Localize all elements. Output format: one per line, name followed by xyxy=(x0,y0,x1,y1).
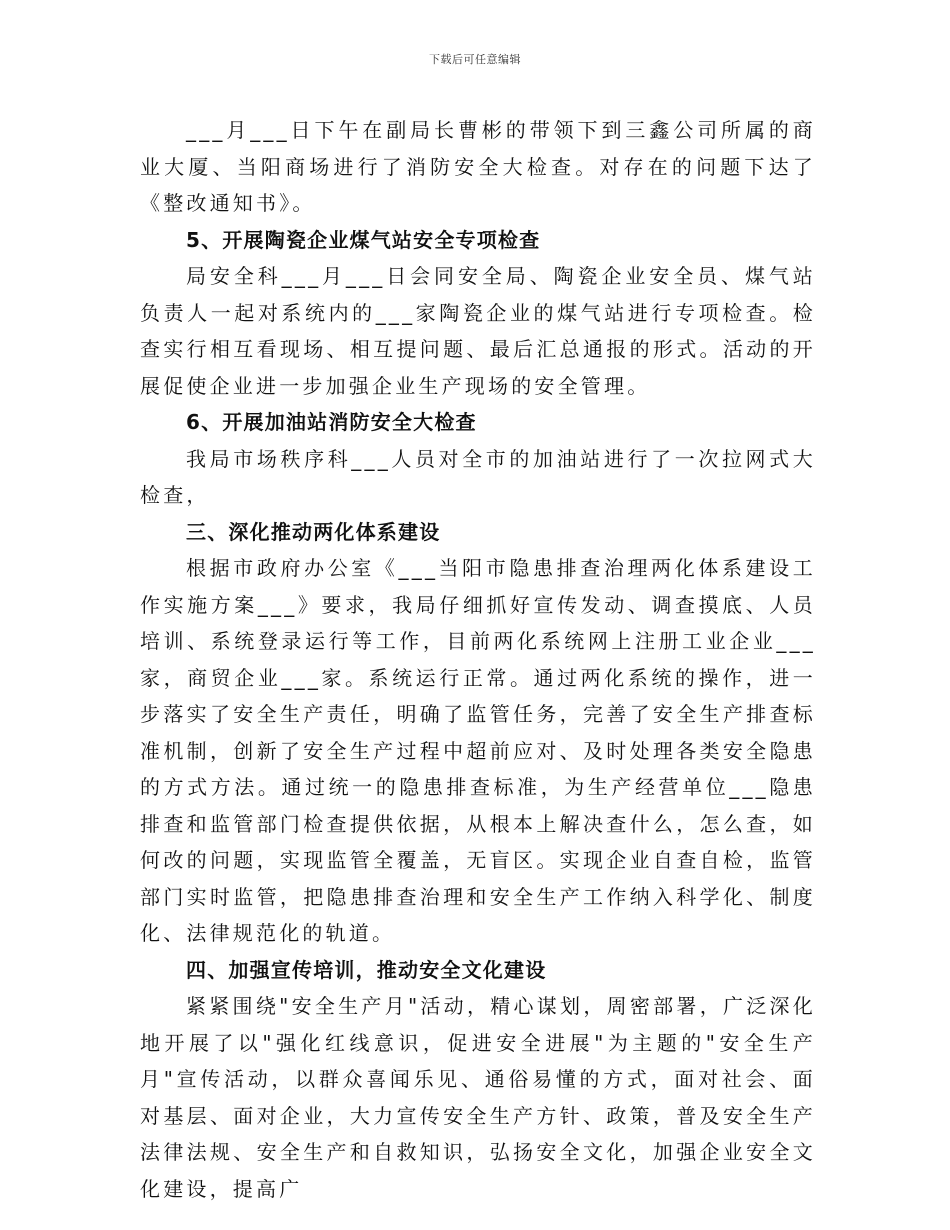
paragraph-safety-culture: 紧紧围绕"安全生产月"活动，精心谋划，周密部署，广泛深化地开展了以"强化红线意识，促进安全进展"为主题的"安全生产月"宣传活动，以群众喜闻乐见、通俗易懂的方式，面对社会、面对基层、面对企业，大力宣传安全生产方针、政策，普及安全生产法律法规、安全生产和自救知识，弘扬安全文化，加强企业安全文化建设，提高广 xyxy=(140,994,816,1201)
heading-two-system-construction: 三、深化推动两化体系建设 xyxy=(186,519,441,544)
heading-safety-culture: 四、加强宣传培训，推动安全文化建设 xyxy=(186,957,547,982)
paragraph-ceramic-gas-inspection: 局安全科___月___日会同安全局、陶瓷企业安全员、煤气站负责人一起对系统内的___家陶瓷企业的煤气站进行专项检查。检查实行相互看现场、相互提问题、最后汇总通报的形式。活动的开展促使企业进一步加强企业生产现场的安全管理。 xyxy=(140,264,816,398)
paragraph-gas-station-inspection: 我局市场秩序科___人员对全市的加油站进行了一次拉网式大检查， xyxy=(140,446,816,507)
heading-ceramic-gas-inspection: 5、开展陶瓷企业煤气站安全专项检查 xyxy=(186,227,541,252)
paragraph-fire-inspection: ___月___日下午在副局长曹彬的带领下到三鑫公司所属的商业大厦、当阳商场进行了消防安全大检查。对存在的问题下达了《整改通知书》。 xyxy=(140,118,816,215)
paragraph-two-system-construction: 根据市政府办公室《___当阳市隐患排查治理两化体系建设工作实施方案___》要求，我局仔细抓好宣传发动、调查摸底、人员培训、系统登录运行等工作，目前两化系统网上注册工业企业___家，商贸企业___家。系统运行正常。通过两化系统的操作，进一步落实了安全生产责任，明确了监管任务，完善了安全生产排查标准机制，创新了安全生产过程中超前应对、及时处理各类安全隐患的方式方法。通过统一的隐患排查标准，为生产经营单位___隐患排查和监管部门检查提供依据，从根本上解决查什么，怎么查，如何改的问题，实现监管全覆盖，无盲区。实现企业自查自检，监管部门实时监管，把隐患排查治理和安全生产工作纳入科学化、制度化、法律规范化的轨道。 xyxy=(140,556,816,945)
document-body xyxy=(140,112,816,1207)
page-header: 下载后可任意编辑 xyxy=(429,53,521,66)
heading-gas-station-inspection: 6、开展加油站消防安全大检查 xyxy=(186,410,477,434)
